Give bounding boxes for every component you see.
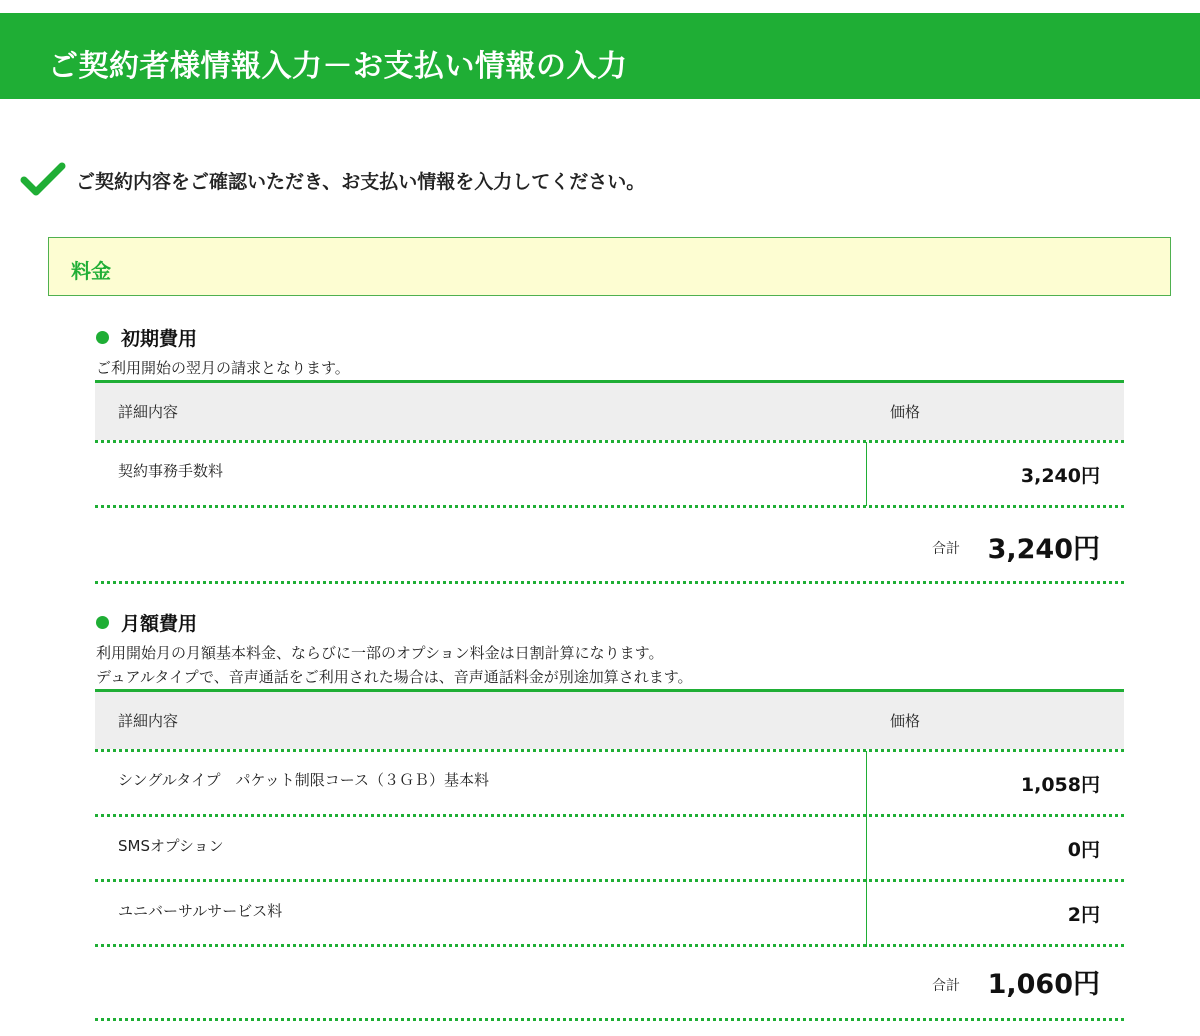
total-value: 3,240円: [987, 534, 1100, 565]
intro-text: ご契約内容をご確認いただき、お支払い情報を入力してください。: [76, 170, 646, 193]
total-label: 合計: [932, 978, 960, 994]
section-divider: [95, 1018, 1124, 1021]
monthly-fee-title: 月額費用: [121, 613, 198, 635]
row-label: ユニバーサルサービス料: [118, 902, 283, 920]
total-value: 1,060円: [987, 969, 1100, 1000]
initial-fee-heading: [96, 324, 197, 351]
monthly-fee-heading: [96, 609, 197, 636]
check-icon: [20, 162, 66, 198]
row-label: 契約事務手数料: [118, 462, 224, 480]
row-divider: [95, 814, 1124, 817]
column-divider: [866, 442, 867, 506]
row-divider: [95, 944, 1124, 947]
page-header: [0, 13, 1200, 99]
monthly-fee-note-line: 利用開始月の月額基本料金、ならびに一部のオプション料金は日割計算になります。: [96, 644, 664, 662]
row-price: 1,058円: [1020, 774, 1100, 796]
initial-fee-title: 初期費用: [121, 328, 198, 350]
monthly-table-header: [95, 689, 1124, 749]
bullet-dot-icon: [96, 616, 109, 629]
initial-table-header: [95, 380, 1124, 440]
total-label: 合計: [932, 541, 960, 557]
row-divider: [95, 879, 1124, 882]
fee-section-title: 料金: [71, 259, 111, 283]
row-price: 2円: [1067, 904, 1100, 926]
column-header-detail: 詳細内容: [118, 712, 179, 730]
column-header-detail: 詳細内容: [118, 403, 179, 421]
column-header-price: 価格: [890, 403, 921, 421]
column-header-price: 価格: [890, 712, 921, 730]
row-price: 3,240円: [1020, 465, 1100, 487]
row-divider: [95, 440, 1124, 443]
row-divider: [95, 505, 1124, 508]
row-label: SMSオプション: [118, 837, 224, 855]
fee-section-header: [48, 237, 1171, 296]
section-divider: [95, 581, 1124, 584]
page-title: ご契約者様情報入力－お支払い情報の入力: [48, 49, 628, 84]
intro-message: [20, 162, 1180, 198]
initial-fee-note: ご利用開始の翌月の請求となります。: [96, 359, 350, 377]
column-divider: [866, 751, 867, 947]
row-price: 0円: [1067, 839, 1100, 861]
row-divider: [95, 749, 1124, 752]
monthly-fee-note-line: デュアルタイプで、音声通話をご利用された場合は、音声通話料金が別途加算されます。: [96, 668, 693, 686]
row-label: シングルタイプ パケット制限コース（３ＧＢ）基本料: [118, 771, 490, 789]
bullet-dot-icon: [96, 331, 109, 344]
